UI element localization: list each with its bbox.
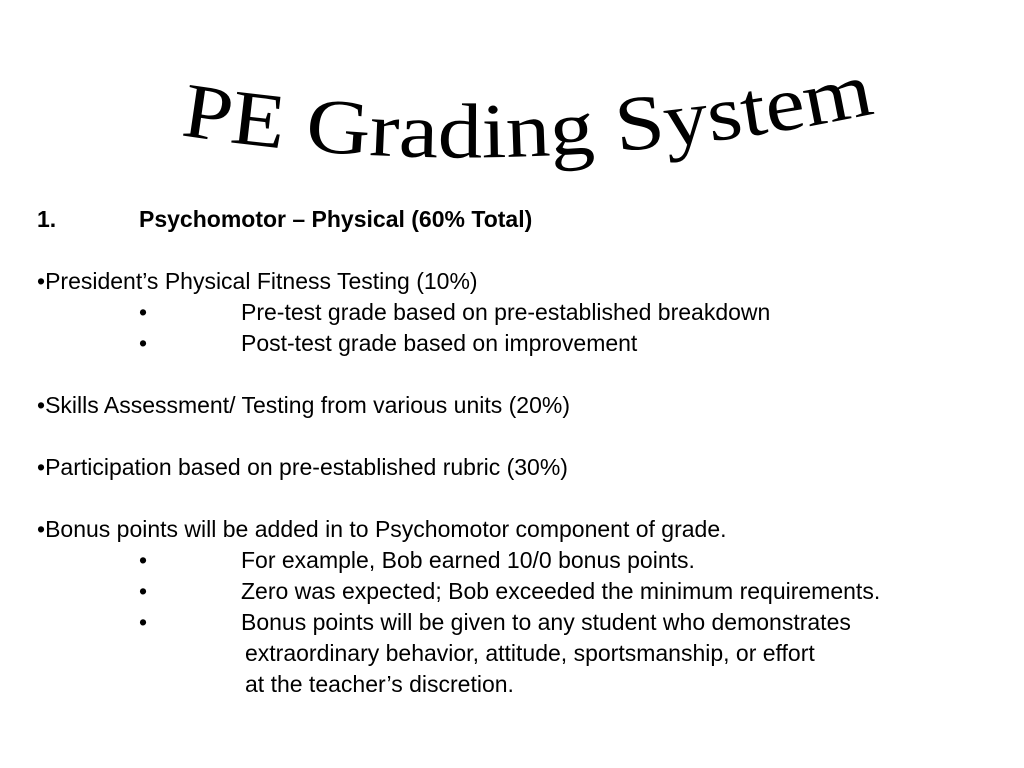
bullet-dot: • (37, 454, 46, 480)
sub-bullet-expected (37, 576, 997, 607)
bullet-bonus-text: Bonus points will be added in to Psychomotor component of grade. (45, 516, 727, 542)
bullet-skills (37, 390, 997, 421)
sub-bullet-dot: • (139, 578, 148, 604)
bullet-dot: • (37, 392, 46, 418)
sub-bullet-posttest (37, 328, 997, 359)
title-text (178, 45, 879, 175)
spacer (37, 235, 997, 266)
continuation-text: extraordinary behavior, attitude, sportsmanship, or effort (245, 640, 815, 666)
wordart-title (150, 40, 910, 210)
sub-bullet-dot: • (139, 609, 148, 635)
bullet-dot: • (37, 516, 46, 542)
sub-bullet-given-text: Bonus points will be given to any student who demonstrates (241, 609, 851, 635)
sub-bullet-example (37, 545, 997, 576)
sub-bullet-pretest-text: Pre-test grade based on pre-established breakdown (241, 299, 771, 325)
sub-bullet-example-text: For example, Bob earned 10/0 bonus points. (241, 547, 695, 573)
slide-body (37, 204, 997, 700)
bullet-dot: • (37, 268, 46, 294)
bullet-participation (37, 452, 997, 483)
bullet-fitness-text: President’s Physical Fitness Testing (10%) (45, 268, 478, 294)
spacer (37, 421, 997, 452)
sub-bullet-dot: • (139, 299, 148, 325)
sub-bullet-dot: • (139, 547, 148, 573)
bullet-fitness (37, 266, 997, 297)
bullet-skills-text: Skills Assessment/ Testing from various units (20%) (45, 392, 570, 418)
slide-title (150, 40, 910, 210)
continuation-line (37, 669, 997, 700)
sub-bullet-dot: • (139, 330, 148, 356)
spacer (37, 359, 997, 390)
sub-bullet-posttest-text: Post-test grade based on improvement (241, 330, 638, 356)
sub-bullet-expected-text: Zero was expected; Bob exceeded the minimum requirements. (241, 578, 881, 604)
bullet-bonus (37, 514, 997, 545)
section-heading-text: Psychomotor – Physical (60% Total) (139, 206, 533, 232)
continuation-line (37, 638, 997, 669)
sub-bullet-pretest (37, 297, 997, 328)
spacer (37, 483, 997, 514)
sub-bullet-given (37, 607, 997, 638)
section-number: 1. (37, 206, 57, 232)
section-heading (37, 204, 997, 235)
bullet-participation-text: Participation based on pre-established rubric (30%) (45, 454, 568, 480)
continuation-text: at the teacher’s discretion. (245, 671, 514, 697)
title-textpath: PE Grading System (177, 46, 871, 175)
